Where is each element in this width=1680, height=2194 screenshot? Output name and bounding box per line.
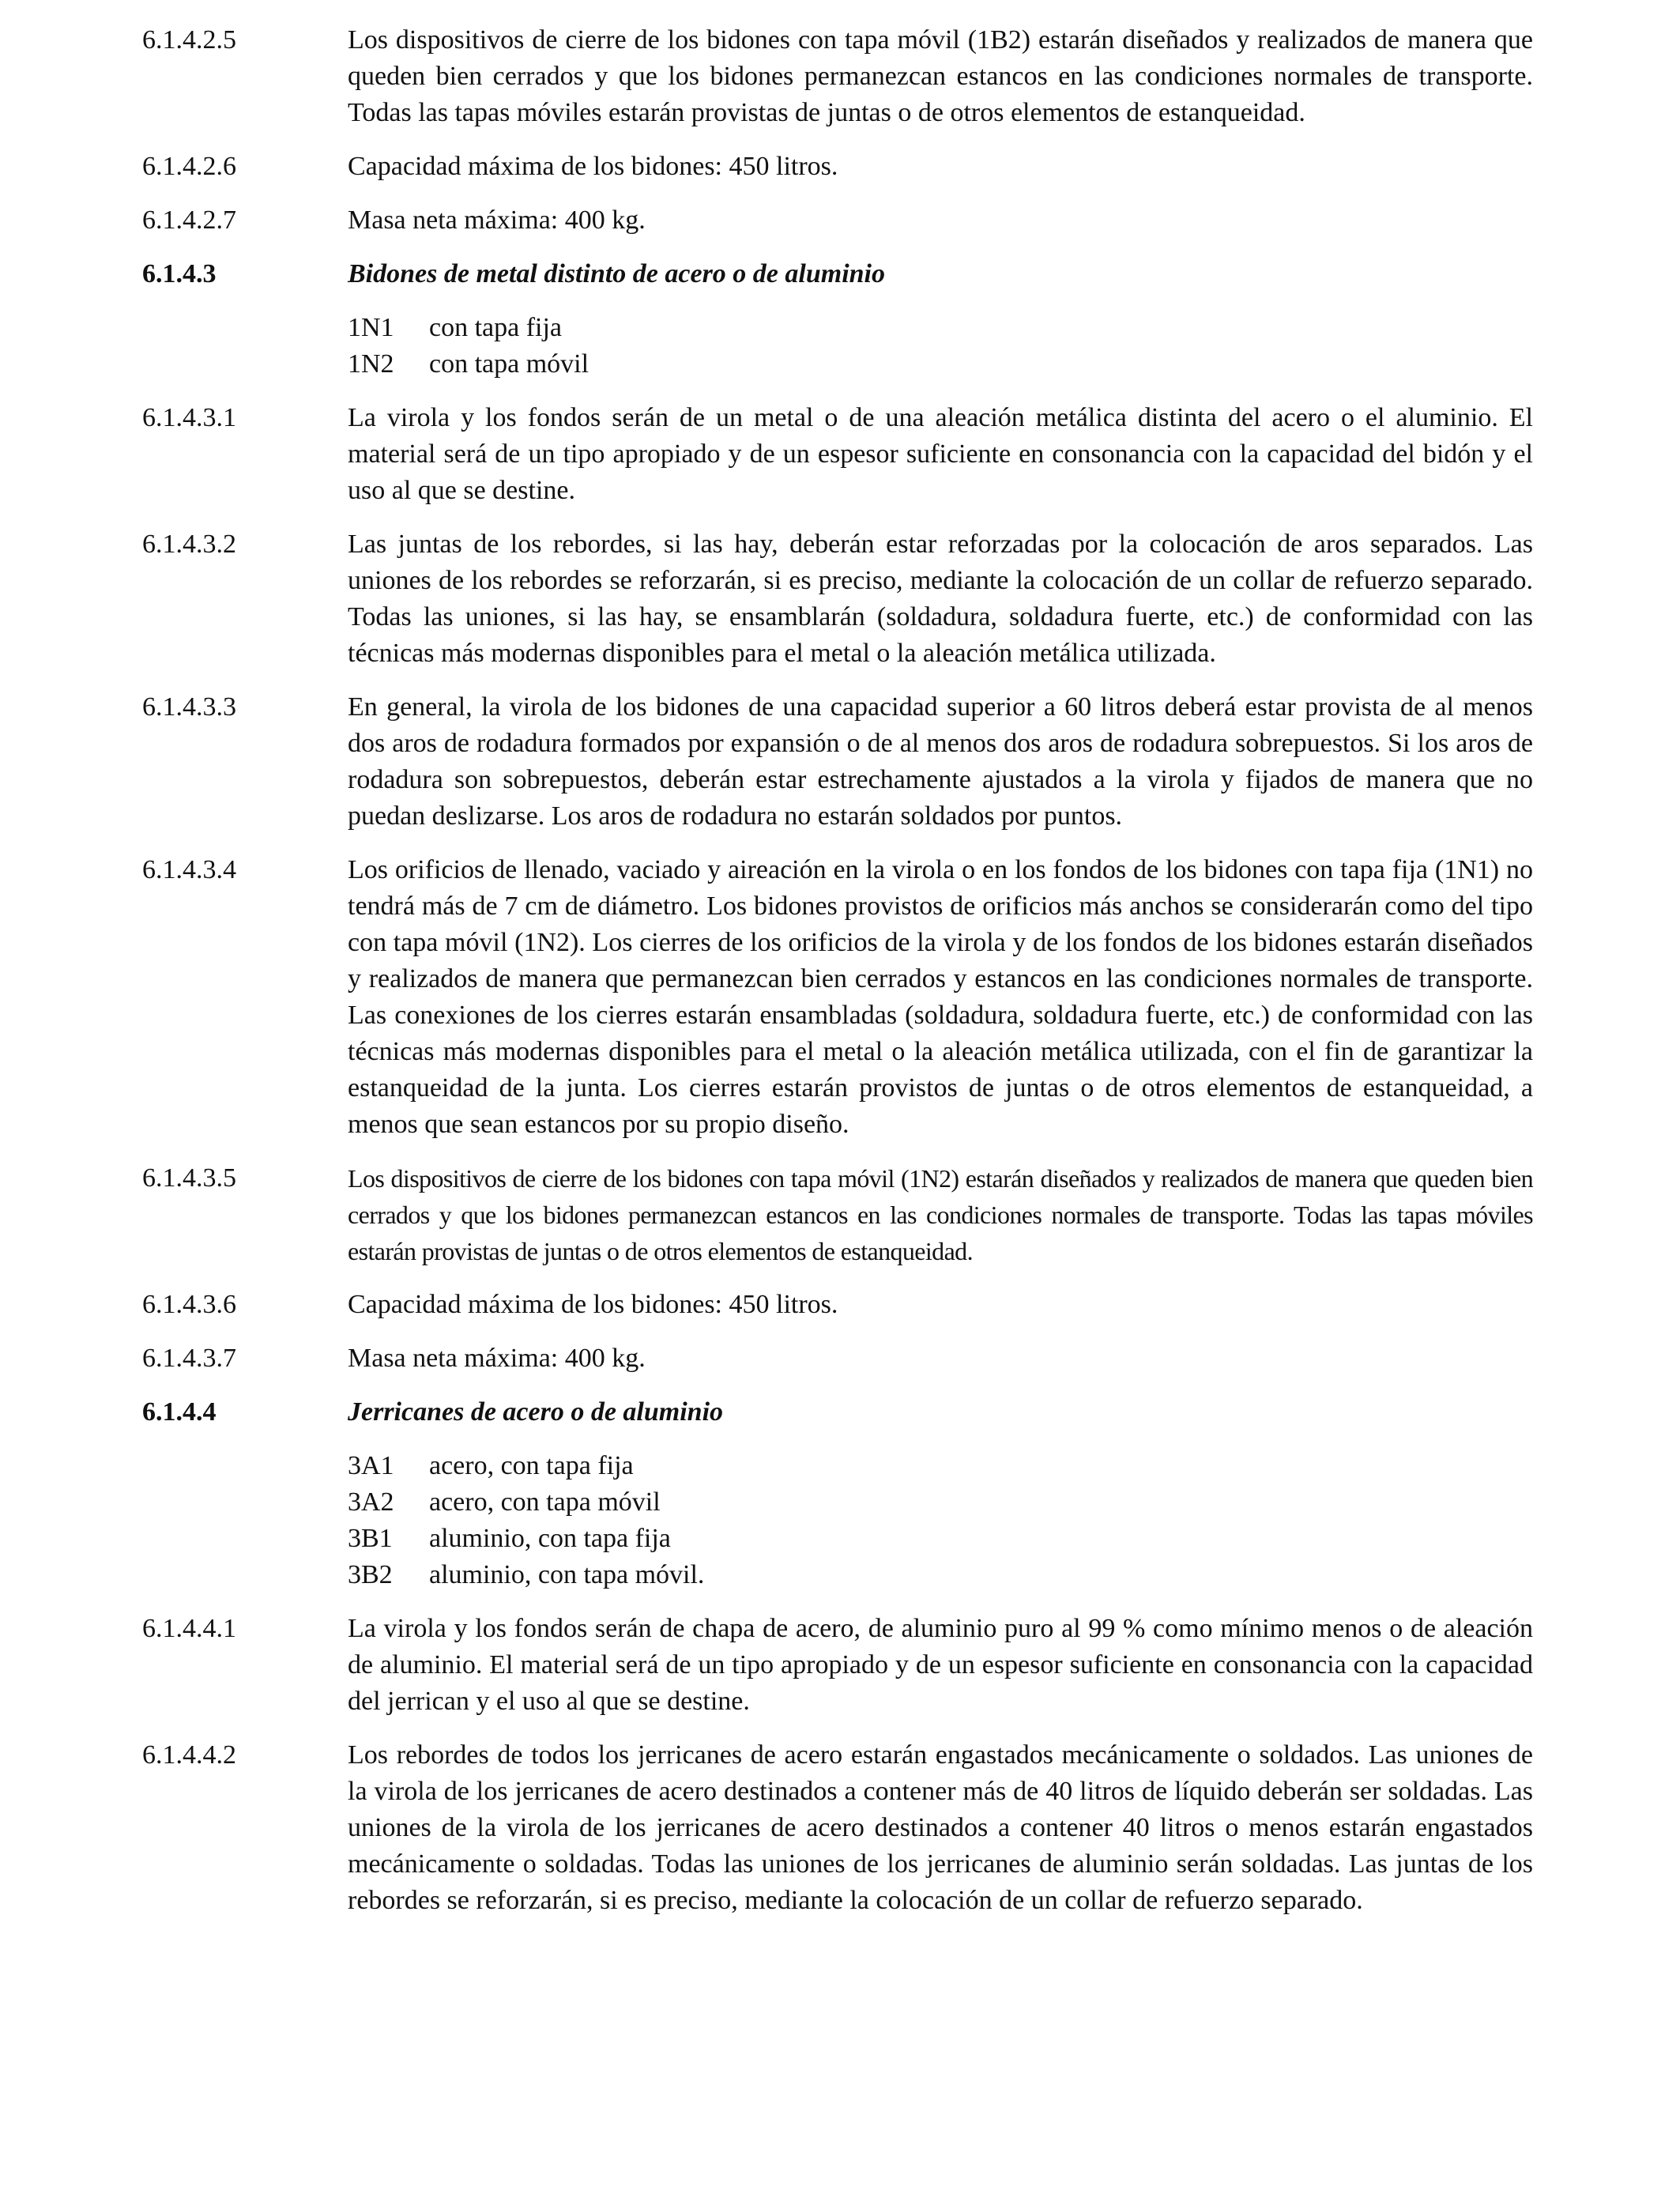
section-number: 6.1.4.3 [142, 259, 217, 288]
paragraph-text: Las juntas de los rebordes, si las hay, deberán estar reforzadas por la colocación de aros separados. Las uniones de los rebordes se reforzarán, si es preciso, mediante la colocación de un collar de refuerzo separado. Todas las uniones, si las hay, se ensamblarán (soldadura, soldadura fuerte, etc.) de conformidad con las técnicas más modernas disponibles para el metal o la aleación metálica utilizada. [348, 530, 1533, 668]
paragraph [142, 149, 1533, 185]
code-description: con tapa fija [429, 313, 563, 342]
code-label: 1N1 [348, 313, 394, 342]
paragraph-text: Los dispositivos de cierre de los bidones con tapa móvil (1B2) estarán diseñados y realizados de manera que queden bien cerrados y que los bidones permanezcan estancos en las condiciones normales de transporte. Todas las tapas móviles estarán provistas de juntas o de otros elementos de estanqueidad. [348, 25, 1533, 127]
section-title: Bidones de metal distinto de acero o de aluminio [348, 259, 885, 288]
code-label: 3A2 [348, 1487, 394, 1517]
paragraph-text: La virola y los fondos serán de un metal o de una aleación metálica distinta del acero o el aluminio. El material será de un tipo apropiado y de un espesor suficiente en consonancia con la capacidad del bidón y el uso al que se destine. [348, 403, 1533, 505]
paragraph-text: Capacidad máxima de los bidones: 450 litros. [348, 152, 838, 181]
code-description: con tapa móvil [429, 349, 590, 379]
code-label: 3B2 [348, 1560, 393, 1589]
code-description: acero, con tapa móvil [429, 1487, 661, 1517]
code-label: 1N2 [348, 349, 394, 379]
paragraph-text: La virola y los fondos serán de chapa de acero, de aluminio puro al 99 % como mínimo menos o de aleación de aluminio. El material será de un tipo apropiado y de un espesor suficiente en consonancia con la capacidad del jerrican y el uso al que se destine. [348, 1614, 1533, 1716]
code-list [348, 310, 1533, 383]
paragraph-text: Los orificios de llenado, vaciado y aireación en la virola o en los fondos de los bidones con tapa fija (1N1) no tendrá más de 7 cm de diámetro. Los bidones provistos de orificios más anchos se considerarán como del tipo con tapa móvil (1N2). Los cierres de los orificios de la virola y de los fondos de los bidones estarán diseñados y realizados de manera que permanezcan bien cerrados y estancos en las condiciones normales de transporte. Las conexiones de los cierres estarán ensambladas (soldadura, soldadura fuerte, etc.) de conformidad con las técnicas más modernas disponibles para el metal o la aleación metálica utilizada, con el fin de garantizar la estanqueidad de la junta. Los cierres estarán provistos de juntas o de otros elementos de estanqueidad, a menos que sean estancos por su propio diseño. [348, 855, 1533, 1139]
section-number: 6.1.4.3.6 [142, 1290, 236, 1319]
paragraph [142, 1160, 1533, 1269]
section-number: 6.1.4.3.5 [142, 1163, 236, 1193]
paragraph [142, 1287, 1533, 1323]
section-number: 6.1.4.3.1 [142, 403, 236, 432]
code-list [348, 1448, 1533, 1593]
section-number: 6.1.4.2.5 [142, 25, 236, 55]
section-number: 6.1.4.2.7 [142, 205, 236, 235]
section-number: 6.1.4.4 [142, 1397, 217, 1427]
code-description: acero, con tapa fija [429, 1451, 634, 1480]
section-number: 6.1.4.2.6 [142, 152, 236, 181]
paragraph [142, 202, 1533, 239]
paragraph-text: Los rebordes de todos los jerricanes de acero estarán engastados mecánicamente o soldados. Las uniones de la virola de los jerricanes de acero destinados a contener más de 40 litros de líquido deberán ser soldadas. Las uniones de la virola de los jerricanes de acero destinados a contener 40 litros o menos estarán engastados mecánicamente o soldadas. Todas las uniones de los jerricanes de aluminio serán soldadas. Las juntas de los rebordes se reforzarán, si es preciso, mediante la colocación de un collar de refuerzo separado. [348, 1740, 1533, 1915]
code-label: 3B1 [348, 1524, 393, 1553]
paragraph [142, 852, 1533, 1143]
section-title: Jerricanes de acero o de aluminio [348, 1397, 724, 1427]
paragraph-text: En general, la virola de los bidones de una capacidad superior a 60 litros deberá estar provista de al menos dos aros de rodadura formados por expansión o de al menos dos aros de rodadura sobrepuestos. Si los aros de rodadura son sobrepuestos, deberán estar estrechamente ajustados a la virola y fijados de manera que no puedan deslizarse. Los aros de rodadura no estarán soldados por puntos. [348, 692, 1533, 831]
paragraph [142, 400, 1533, 509]
section-number: 6.1.4.3.7 [142, 1344, 236, 1373]
code-item [348, 346, 1533, 383]
paragraph [142, 689, 1533, 835]
paragraph [142, 526, 1533, 672]
paragraph [142, 1611, 1533, 1720]
code-item [348, 1521, 1533, 1557]
paragraph [142, 22, 1533, 131]
code-description: aluminio, con tapa fija [429, 1524, 671, 1553]
section-number: 6.1.4.4.2 [142, 1740, 236, 1770]
paragraph-text: Los dispositivos de cierre de los bidones con tapa móvil (1N2) estarán diseñados y realizados de manera que queden bien cerrados y que los bidones permanezcan estancos en las condiciones normales de transporte. Todas las tapas móviles estarán provistas de juntas o de otros elementos de estanqueidad. [348, 1164, 1533, 1265]
paragraph [142, 1340, 1533, 1377]
section-number: 6.1.4.4.1 [142, 1614, 236, 1643]
code-item [348, 1448, 1533, 1484]
section-number: 6.1.4.3.3 [142, 692, 236, 722]
section-number: 6.1.4.3.4 [142, 855, 236, 884]
paragraph-text: Masa neta máxima: 400 kg. [348, 205, 646, 235]
code-item [348, 1557, 1533, 1593]
code-item [348, 310, 1533, 346]
section-heading [142, 256, 1533, 292]
paragraph [142, 1737, 1533, 1919]
code-description: aluminio, con tapa móvil. [429, 1560, 705, 1589]
section-heading [142, 1394, 1533, 1431]
paragraph-text: Capacidad máxima de los bidones: 450 litros. [348, 1290, 838, 1319]
section-number: 6.1.4.3.2 [142, 530, 236, 559]
code-item [348, 1484, 1533, 1521]
code-label: 3A1 [348, 1451, 394, 1480]
document-page [142, 22, 1533, 1936]
paragraph-text: Masa neta máxima: 400 kg. [348, 1344, 646, 1373]
